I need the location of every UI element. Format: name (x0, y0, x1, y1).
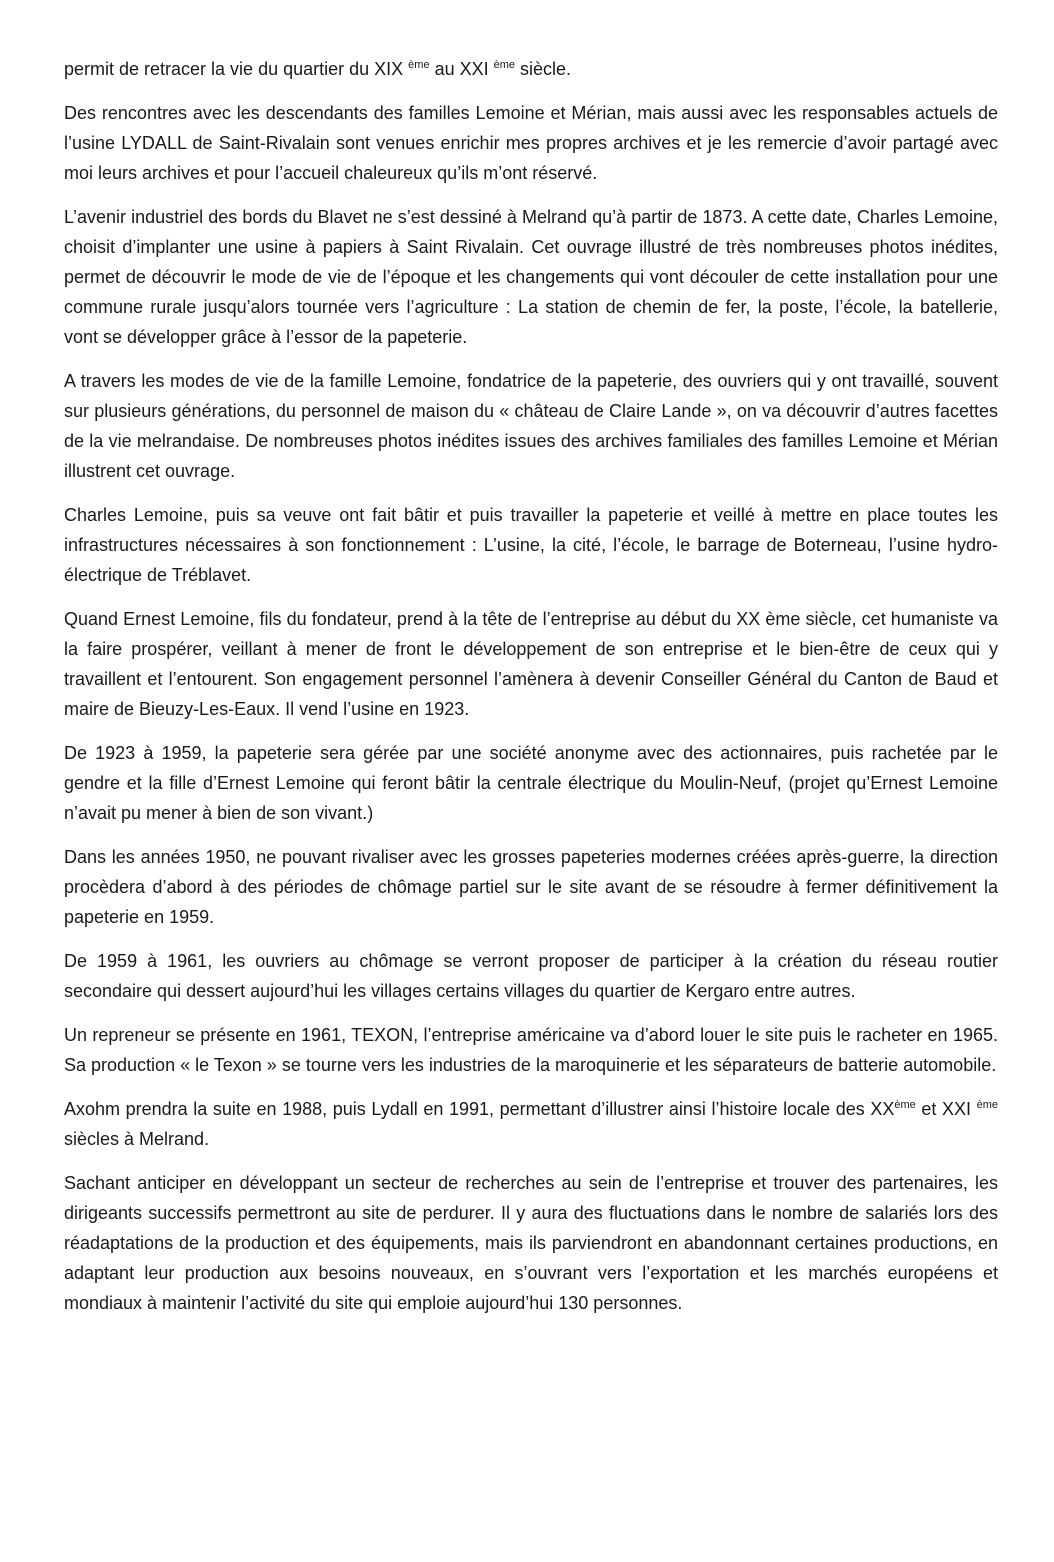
text-run: Un repreneur se présente en 1961, TEXON, l’entreprise américaine va d’abord louer le site puis le racheter en 1965. Sa production « le Texon » se tourne vers les industries de la maroquinerie et les séparateurs de batterie automobile. (64, 1025, 998, 1075)
text-run: permit de retracer la vie du quartier du XIX (64, 59, 409, 79)
paragraph (64, 500, 998, 590)
text-run: siècle. (515, 59, 572, 79)
text-run: Dans les années 1950, ne pouvant rivaliser avec les grosses papeteries modernes créées après-guerre, la direction procèdera d’abord à des périodes de chômage partiel sur le site avant de se résoudre à fermer définitivement la papeterie en 1959. (64, 847, 998, 927)
paragraph (64, 98, 998, 188)
paragraph (64, 842, 998, 932)
paragraph (64, 1094, 998, 1154)
superscript: ème (976, 1099, 998, 1111)
paragraph (64, 366, 998, 486)
superscript: ème (894, 1099, 916, 1111)
paragraph (64, 1020, 998, 1080)
text-run: De 1959 à 1961, les ouvriers au chômage se verront proposer de participer à la création du réseau routier secondaire qui dessert aujourd’hui les villages certains villages du quartier de Kergaro entre autres. (64, 951, 998, 1001)
text-run: Sachant anticiper en développant un secteur de recherches au sein de l’entreprise et trouver des partenaires, les dirigeants successifs permettront au site de perdurer. Il y aura des fluctuations dans le nombre de salariés lors des réadaptations de la production et des équipements, mais ils parviendront en abandonnant certaines productions, en adaptant leur production aux besoins nouveaux, en s’ouvrant vers l’exportation et les marchés européens et mondiaux à maintenir l’activité du site qui emploie aujourd’hui 130 personnes. (64, 1173, 998, 1313)
text-run: Axohm prendra la suite en 1988, puis Lydall en 1991, permettant d’illustrer ainsi l’histoire locale des XX (64, 1099, 895, 1119)
text-run: et XXI (915, 1099, 977, 1119)
text-run: Des rencontres avec les descendants des familles Lemoine et Mérian, mais aussi avec les responsables actuels de l’usine LYDALL de Saint-Rivalain sont venues enrichir mes propres archives et je les remercie d’avoir partagé avec moi leurs archives et pour l’accueil chaleureux qu’ils m’ont réservé. (64, 103, 998, 183)
text-run: au XXI (429, 59, 494, 79)
text-run: siècles à Melrand. (64, 1129, 210, 1149)
text-run: Charles Lemoine, puis sa veuve ont fait bâtir et puis travailler la papeterie et veillé à mettre en place toutes les infrastructures nécessaires à son fonctionnement : L’usine, la cité, l’école, le barrage de Boterneau, l’usine hydro-électrique de Tréblavet. (64, 505, 998, 585)
text-run: L’avenir industriel des bords du Blavet ne s’est dessiné à Melrand qu’à partir de 1873. A cette date, Charles Lemoine, choisit d’implanter une usine à papiers à Saint Rivalain. Cet ouvrage illustré de très nombreuses photos inédites, permet de découvrir le mode de vie de l’époque et les changements qui vont découler de cette installation pour une commune rurale jusqu’alors tournée vers l’agriculture : La station de chemin de fer, la poste, l’école, la batellerie, vont se développer grâce à l’essor de la papeterie. (64, 207, 998, 347)
paragraph (64, 738, 998, 828)
text-run: Quand Ernest Lemoine, fils du fondateur, prend à la tête de l’entreprise au début du XX ème siècle, cet humaniste va la faire prospérer, veillant à mener de front le développement de son entreprise et le bien-être de ceux qui y travaillent et l’entourent. Son engagement personnel l’amènera à devenir Conseiller Général du Canton de Baud et maire de Bieuzy-Les-Eaux. Il vend l’usine en 1923. (64, 609, 998, 719)
paragraph (64, 202, 998, 352)
paragraph (64, 604, 998, 724)
text-run: De 1923 à 1959, la papeterie sera gérée par une société anonyme avec des actionnaires, puis rachetée par le gendre et la fille d’Ernest Lemoine qui feront bâtir la centrale électrique du Moulin-Neuf, (projet qu’Ernest Lemoine n’avait pu mener à bien de son vivant.) (64, 743, 998, 823)
text-run: A travers les modes de vie de la famille Lemoine, fondatrice de la papeterie, des ouvriers qui y ont travaillé, souvent sur plusieurs générations, du personnel de maison du « château de Claire Lande », on va découvrir d’autres facettes de la vie melrandaise. De nombreuses photos inédites issues des archives familiales des familles Lemoine et Mérian illustrent cet ouvrage. (64, 371, 998, 481)
document-page (64, 54, 998, 1332)
paragraph (64, 1168, 998, 1318)
paragraph (64, 54, 998, 84)
superscript: ème (408, 59, 430, 71)
paragraph (64, 946, 998, 1006)
superscript: ème (493, 59, 516, 71)
